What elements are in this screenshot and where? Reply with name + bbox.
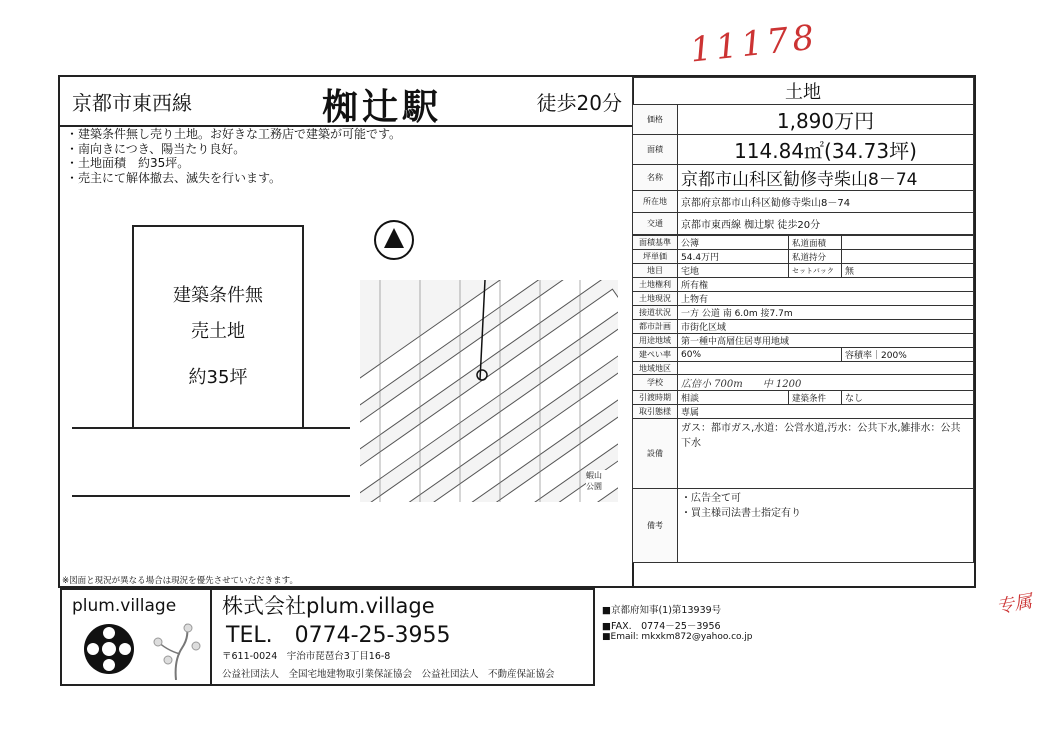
- far-value: 200%: [881, 351, 907, 361]
- traffic-value: 京都市東西線 椥辻駅 徒歩20分: [678, 213, 974, 235]
- traffic-label: 交通: [633, 213, 678, 235]
- area-label: 面積: [633, 135, 678, 165]
- family-crest-icon: [84, 624, 134, 674]
- bcr-value: 60%: [678, 348, 842, 362]
- company-name: 株式会社plum.village: [222, 594, 435, 618]
- feature-item: ・土地面積 約35坪。: [66, 156, 190, 170]
- private-road-area-label: 私道面積: [789, 236, 842, 250]
- plot-text-2: 売土地: [191, 321, 245, 342]
- build-condition-label: 建築条件: [789, 391, 842, 405]
- road-access-value: 一方 公道 南 6.0m 接7.7m: [678, 306, 974, 320]
- company-associations: 公益社団法人 全国宅地建物取引業保証協会 公益社団法人 不動産保証協会: [222, 669, 555, 680]
- land-status-label: 土地現況: [633, 292, 678, 306]
- company-phone: TEL. 0774-25-3955: [226, 623, 451, 648]
- road-access-label: 接道状況: [633, 306, 678, 320]
- area-std-value: 公簿: [678, 236, 789, 250]
- remarks-label: 備考: [633, 489, 678, 563]
- company-fax: ■FAX. 0774－25－3956: [602, 621, 721, 632]
- left-panel: [60, 77, 634, 586]
- company-address: 〒611-0024 宇治市琵琶台3丁目16-8: [222, 651, 391, 662]
- station-name: 椥辻駅: [322, 87, 443, 128]
- remark-item: ・買主様司法書士指定有り: [681, 508, 801, 519]
- railway-line: 京都市東西線: [72, 91, 192, 115]
- company-logo-box: [60, 588, 212, 686]
- district-label: 地域地区: [633, 362, 678, 375]
- far-label: 容積率: [845, 351, 873, 361]
- price-value: 1,890万円: [678, 105, 974, 135]
- deal-type-value: 専属: [678, 405, 974, 419]
- disclaimer-note: ※図面と現況が異なる場合は現況を優先させていただきます。: [62, 576, 298, 586]
- land-category-label: 地目: [633, 264, 678, 278]
- property-name: 京都市山科区勧修寺柴山8－74: [678, 165, 974, 191]
- plum-branch-icon: [146, 620, 208, 680]
- address-label: 所在地: [633, 191, 678, 213]
- unit-price-label: 坪単価: [633, 250, 678, 264]
- north-arrow-icon: [374, 220, 414, 260]
- price-label: 価格: [633, 105, 678, 135]
- feature-item: ・南向きにつき、陽当たり良好。: [66, 141, 246, 156]
- area-std-label: 面積基準: [633, 236, 678, 250]
- bcr-label: 建ぺい率: [633, 348, 678, 362]
- plot-text-1: 建築条件無: [173, 285, 263, 306]
- setback-value: 無: [842, 264, 974, 278]
- land-status-value: 上物有: [678, 292, 974, 306]
- land-category-value: 宅地: [678, 264, 789, 278]
- private-road-share-value: [842, 250, 974, 264]
- property-type: 土地: [633, 78, 974, 105]
- delivery-label: 引渡時期: [633, 391, 678, 405]
- private-road-share-label: 私道持分: [789, 250, 842, 264]
- feature-item: ・建築条件無し売り土地。お好きな工務店で建築が可能です。: [66, 127, 402, 141]
- equipment-label: 設備: [633, 419, 678, 489]
- handwritten-stamp: 专属: [994, 591, 1034, 618]
- walk-time: 徒歩20分: [536, 91, 622, 115]
- area-value: 114.84㎡(34.73坪): [678, 135, 974, 165]
- equipment-value: ガス：都市ガス,水道：公営水道,汚水：公共下水,雑排水：公共下水: [678, 419, 974, 489]
- area-map: [360, 280, 618, 502]
- plot-text-3: 約35坪: [188, 367, 248, 388]
- road-line-lower: [72, 495, 350, 497]
- school-handwritten: 広倍小 700m 中 1200: [678, 375, 974, 391]
- remark-item: ・広告全て可: [681, 493, 741, 504]
- land-right-label: 土地権利: [633, 278, 678, 292]
- delivery-value: 相談: [678, 391, 789, 405]
- logo-text: plum.village: [72, 596, 177, 616]
- property-info-panel: [632, 77, 974, 586]
- info-table: [632, 77, 974, 235]
- land-plot-drawing: [132, 225, 304, 429]
- district-value: [678, 362, 974, 375]
- remarks-cell: [678, 489, 974, 563]
- company-info-box: [212, 588, 595, 686]
- city-plan-label: 都市計画: [633, 320, 678, 334]
- handwritten-number: 11178: [688, 17, 820, 71]
- city-plan-value: 市街化区域: [678, 320, 974, 334]
- setback-label: セットバック: [789, 264, 842, 278]
- private-road-area-value: [842, 236, 974, 250]
- flyer-frame: [58, 75, 976, 588]
- license-number: ■京都府知事(1)第13939号: [602, 605, 722, 616]
- feature-list: [66, 127, 401, 185]
- address-value: 京都府京都市山科区勧修寺柴山8－74: [678, 191, 974, 213]
- far-cell: 容積率｜200%: [842, 348, 974, 362]
- name-label: 名称: [633, 165, 678, 191]
- zoning-value: 第一種中高層住居専用地域: [678, 334, 974, 348]
- school-label: 学校: [633, 375, 678, 391]
- feature-item: ・売主にて解体撤去、滅失を行います。: [66, 170, 282, 185]
- title-bar: [60, 77, 632, 127]
- land-right-value: 所有権: [678, 278, 974, 292]
- unit-price-value: 54.4万円: [678, 250, 789, 264]
- deal-type-label: 取引態様: [633, 405, 678, 419]
- detail-table: [632, 235, 974, 563]
- zoning-label: 用途地域: [633, 334, 678, 348]
- company-email: ■Email: mkxkm872@yahoo.co.jp: [602, 632, 753, 642]
- map-park-label: 蝦山公園: [586, 470, 608, 492]
- build-condition-value: なし: [842, 391, 974, 405]
- road-line-upper: [72, 427, 350, 429]
